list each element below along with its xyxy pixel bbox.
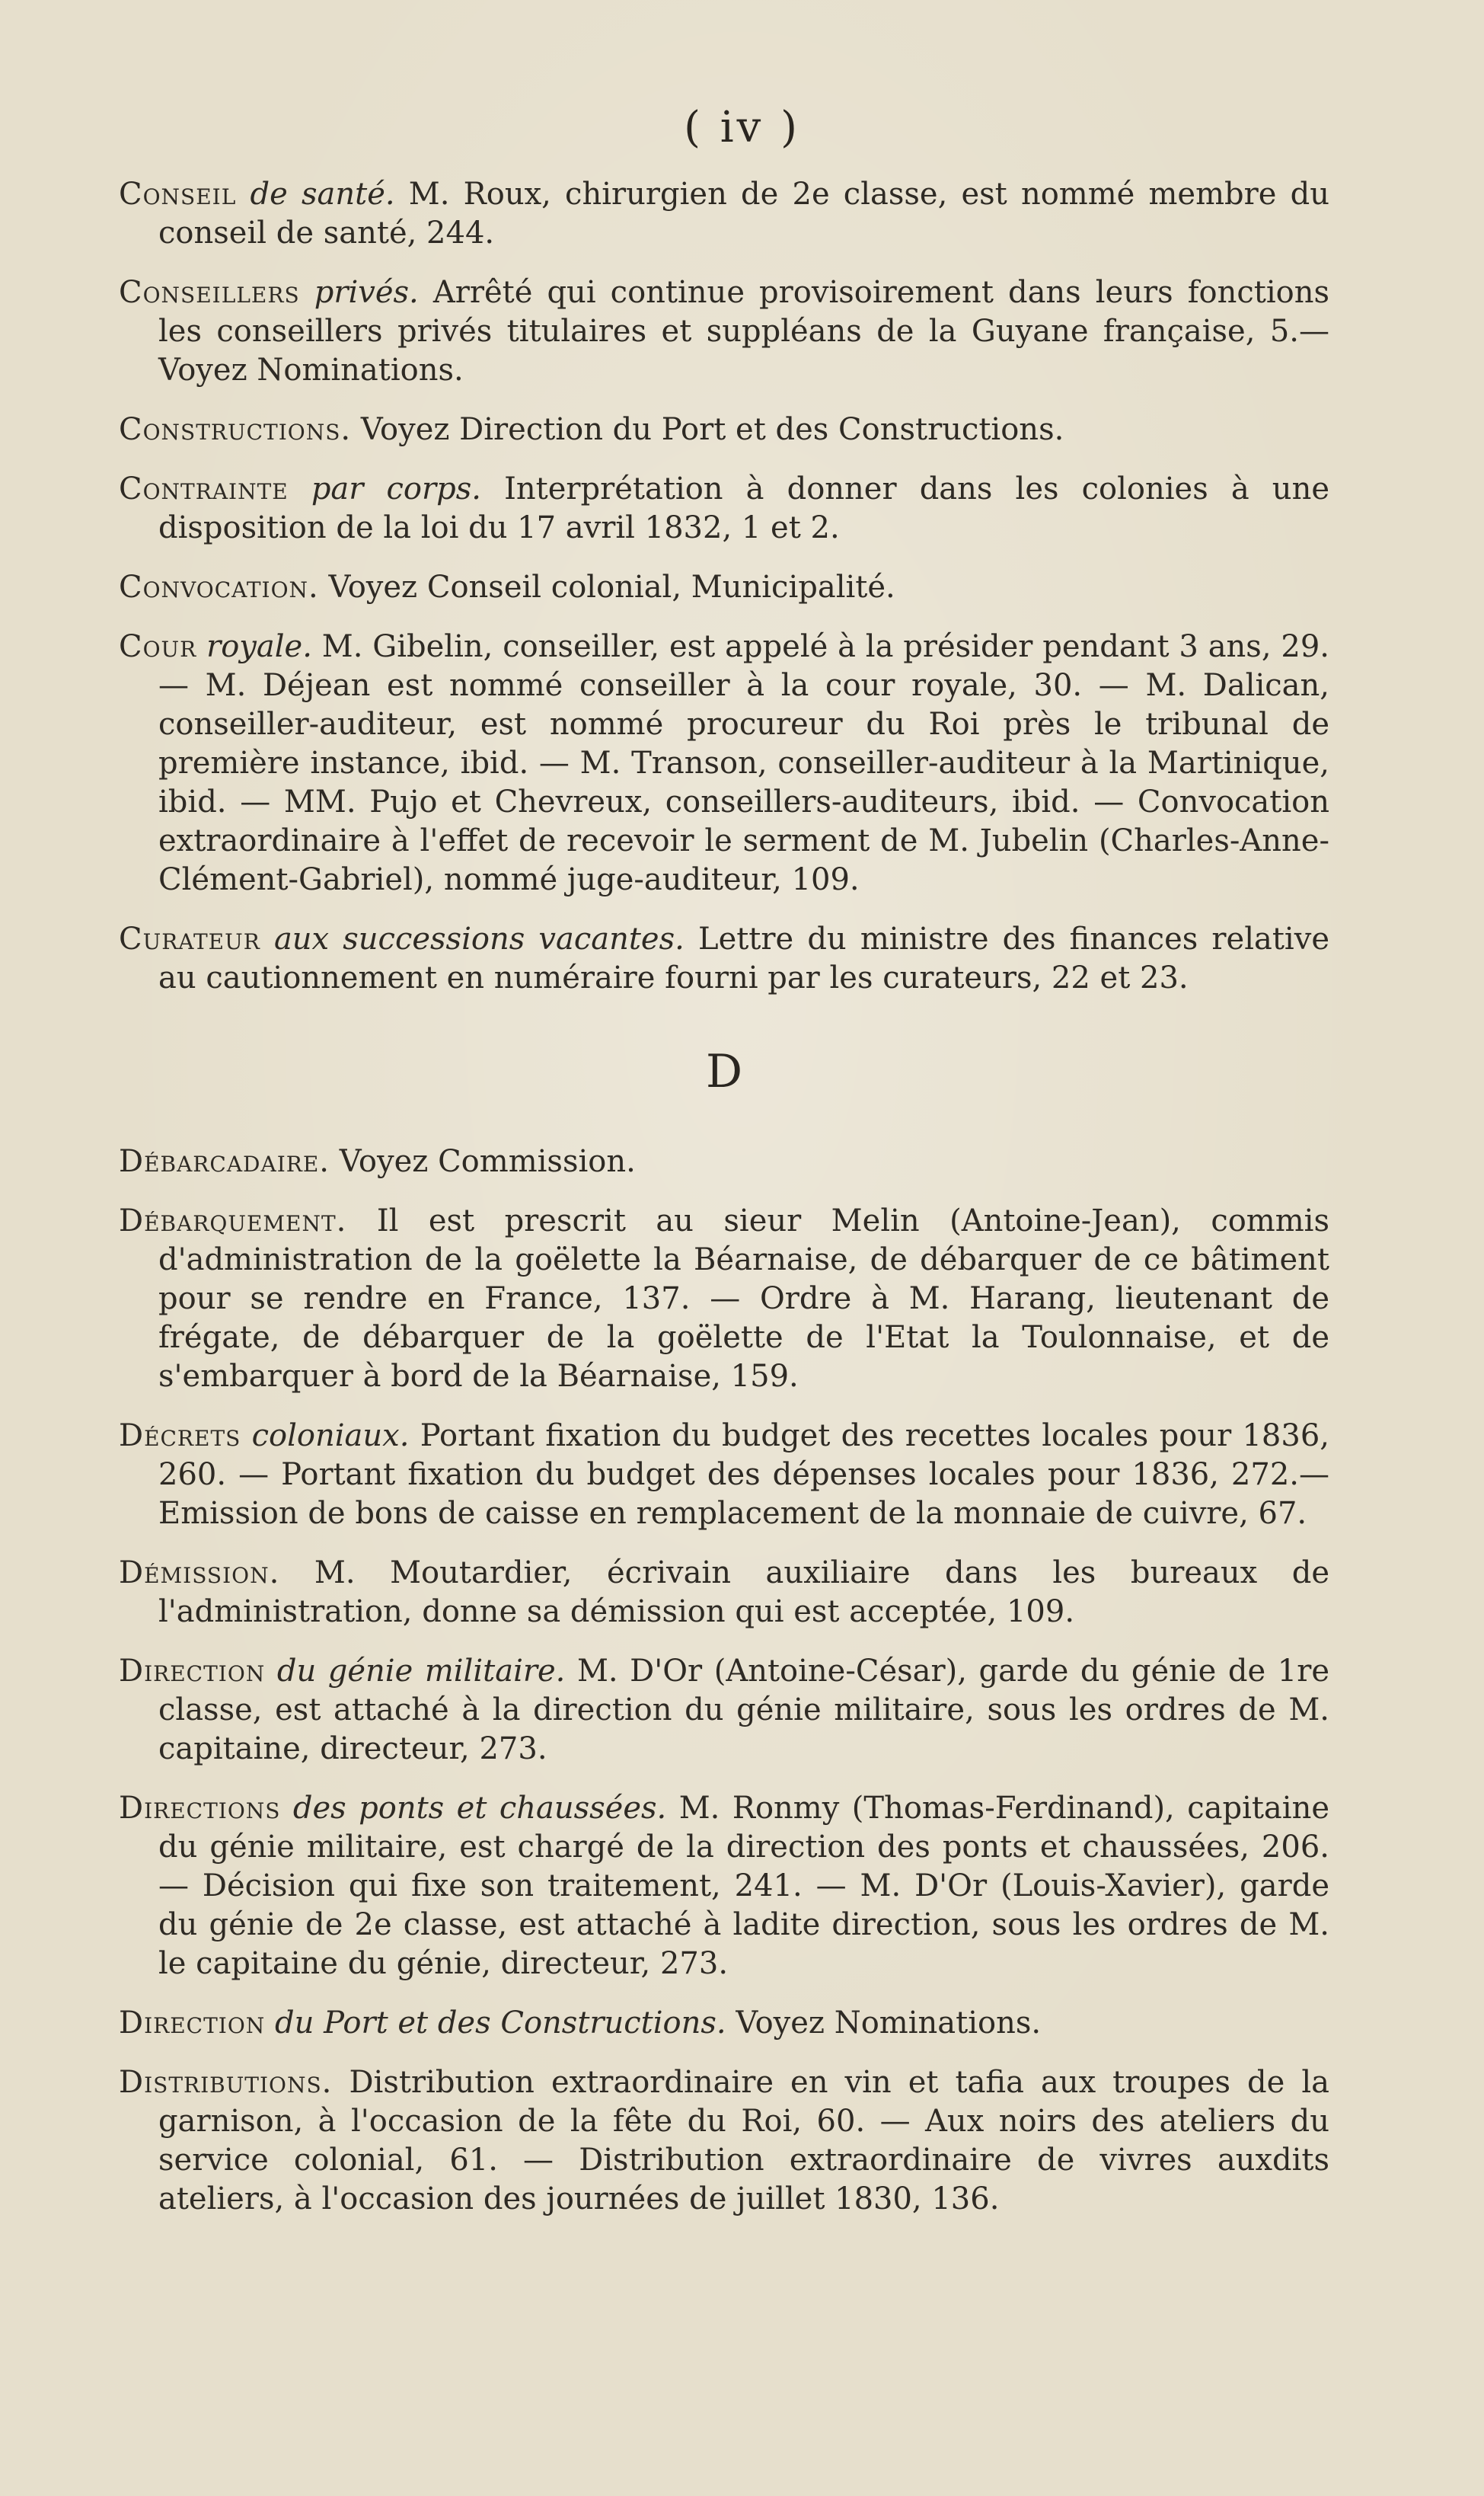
entry-text: Lettre du ministre des finances relative au cautionnement en numéraire fourni par les curateurs, 22 et 23. — [158, 922, 1329, 996]
entry-text: Voyez Conseil colonial, Municipalité. — [328, 570, 895, 605]
index-entry-direction-genie — [119, 1652, 1329, 1769]
entry-text: Voyez Nominations. — [736, 2005, 1042, 2041]
index-entry-debarquement — [119, 1202, 1329, 1396]
entry-subheading: coloniaux. — [251, 1418, 410, 1453]
entry-text: Arrêté qui continue provisoirement dans leurs fonctions les conseillers privés titulaires et suppléans de la Guyane française, 5.— Voyez Nominations. — [158, 275, 1330, 388]
entry-heading: Convocation. — [119, 570, 319, 605]
page-number: ( iv ) — [684, 103, 800, 152]
entry-text: Il est prescrit au sieur Melin (Antoine-Jean), commis d'administration de la goëlette la Béarnaise, de débarquer de ce bâtiment pour se rendre en France, 137. — Ordre à M. Harang, lieutenant de frégate, de débarquer de la goëlette de l'Etat la Toulonnaise, et de s'embarquer à bord de la Béarnaise, 159. — [158, 1203, 1329, 1394]
entry-heading: Débarcadaire. — [119, 1144, 330, 1179]
index-entry-curateur — [119, 920, 1329, 998]
index-entry-directions-ponts — [119, 1789, 1329, 1983]
entry-text: M. Moutardier, écrivain auxiliaire dans les bureaux de l'administration, donne sa démission qui est acceptée, 109. — [158, 1555, 1329, 1629]
entry-subheading: royale. — [206, 629, 312, 664]
entry-heading: Conseil — [119, 177, 237, 212]
entry-heading: Direction — [119, 2005, 266, 2041]
entry-heading: Démission. — [119, 1555, 280, 1590]
index-entry-demission — [119, 1554, 1329, 1632]
index-entry-decrets-coloniaux — [119, 1417, 1329, 1533]
index-entry-direction-port — [119, 2004, 1329, 2043]
entry-text: Distribution extraordinaire en vin et tafia aux troupes de la garnison, à l'occasion de la fête du Roi, 60. — Aux noirs des ateliers du service colonial, 61. — Distribution extraordinaire de vivres auxdits ateliers, à l'occasion des journées de juillet 1830, 136. — [158, 2065, 1330, 2216]
index-entry-debarcadaire — [119, 1143, 1329, 1181]
entry-subheading: du Port et des Constructions. — [275, 2005, 726, 2041]
index-entry-constructions — [119, 411, 1329, 449]
entry-text: M. Roux, chirurgien de 2e classe, est nommé membre du conseil de santé, 244. — [158, 177, 1329, 251]
entry-subheading: aux successions vacantes. — [273, 922, 685, 957]
entry-heading: Conseillers — [119, 275, 300, 310]
entry-subheading: privés. — [314, 275, 419, 310]
entry-heading: Curateur — [119, 922, 260, 957]
entry-text: M. Gibelin, conseiller, est appelé à la présider pendant 3 ans, 29. — M. Déjean est nommé conseiller à la cour royale, 30. — M. Dalican, conseiller-auditeur, est nommé procureur du Roi près le tribunal de première instance, ibid. — M. Transon, conseiller-auditeur à la Martinique, ibid. — MM. Pujo et Chevreux, conseillers-auditeurs, ibid. — Convocation extraordinaire à l'effet de recevoir le serment de M. Jubelin (Charles-Anne-Clément-Gabriel), nommé juge-auditeur, 109. — [158, 629, 1330, 897]
index-entry-convocation — [119, 568, 1329, 607]
entry-text: M. D'Or (Antoine-César), garde du génie de 1re classe, est attaché à la direction du génie militaire, sous les ordres de M. capitaine, directeur, 273. — [158, 1654, 1329, 1766]
entry-text: Voyez Direction du Port et des Constructions. — [360, 412, 1064, 447]
section-letter-heading: D — [705, 1045, 743, 1098]
entry-subheading: des ponts et chaussées. — [292, 1791, 667, 1826]
index-entry-conseillers-prives — [119, 273, 1329, 390]
entry-heading: Décrets — [119, 1418, 241, 1453]
entry-heading: Constructions. — [119, 412, 352, 447]
entry-heading: Débarquement. — [119, 1203, 347, 1238]
entry-subheading: de santé. — [250, 177, 395, 212]
index-entry-conseil-de-sante — [119, 175, 1329, 253]
entry-text: Voyez Commission. — [339, 1144, 636, 1179]
entry-text: M. Ronmy (Thomas-Ferdinand), capitaine du génie militaire, est chargé de la direction des ponts et chaussées, 206. — Décision qui fixe son traitement, 241. — M. D'Or (Louis-Xavier), garde du génie de 2e classe, est attaché à ladite direction, sous les ordres de M. le capitaine du génie, directeur, 273. — [158, 1791, 1330, 1981]
index-entry-contrainte — [119, 470, 1329, 548]
entry-text: Portant fixation du budget des recettes locales pour 1836, 260. — Portant fixation du budget des dépenses locales pour 1836, 272.— Emission de bons de caisse en remplacement de la monnaie de cuivre, 67. — [158, 1418, 1329, 1531]
entry-subheading: du génie militaire. — [276, 1654, 566, 1689]
entry-heading: Contrainte — [119, 471, 289, 507]
entry-subheading: par corps. — [311, 471, 481, 507]
entry-heading: Directions — [119, 1791, 281, 1826]
index-entry-distributions — [119, 2063, 1329, 2219]
entry-text: Interprétation à donner dans les colonies à une disposition de la loi du 17 avril 1832, 1 et 2. — [158, 471, 1329, 545]
index-content — [119, 175, 1329, 2239]
entry-heading: Cour — [119, 629, 197, 664]
entry-heading: Direction — [119, 1654, 266, 1689]
index-entry-cour-royale — [119, 628, 1329, 900]
entry-heading: Distributions. — [119, 2065, 333, 2100]
